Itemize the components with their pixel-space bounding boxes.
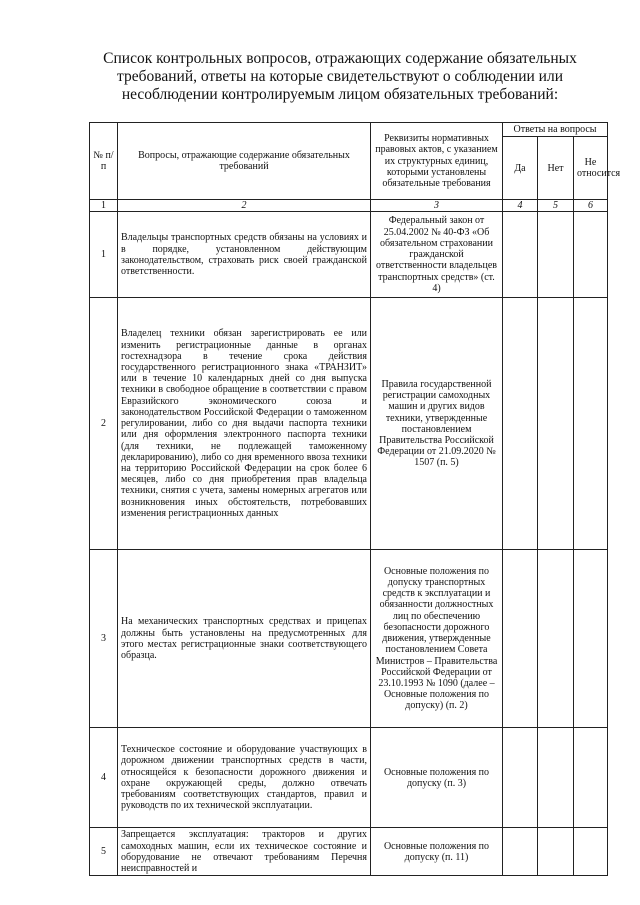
title-line: несоблюдении контролируемым лицом обязательных требований: — [121, 86, 559, 103]
row-question: Владелец техники обязан зарегистрировать ее или изменить регистрационные данные в органах гостехнадзора в течение срока действия государственного регистрационного знака «ТРАНЗИТ» или в течение 10 календарных дней со дня выпуска техники в свободное обращение в соответствии с правом Евразийского экономического союза и законодательством Российской Федерации о таможенном регулировании, либо со дня выдачи паспорта техники или дня оформления электронного паспорта техники (для техники, не подлежащей таможенному декларированию), либо со дня временного ввоза техники на территорию Российской Федерации на срок более 6 месяцев, либо со дня приобретения прав владельца техники, снятия с учета, замены номерных агрегатов или возникновения иных обстоятельств, потребовавших изменения регистрационных данных — [118, 298, 371, 550]
table-row — [90, 828, 608, 876]
header-num: № п/п — [90, 123, 118, 200]
answer-yes-cell[interactable] — [503, 212, 538, 298]
row-num: 4 — [90, 728, 118, 828]
index-cell: 4 — [503, 200, 538, 212]
row-requisites: Правила государственной регистрации самоходных машин и других видов техники, утвержденные постановлением Правительства Российской Федерации от 21.09.2020 № 1507 (п. 5) — [371, 298, 503, 550]
answer-na-cell[interactable] — [574, 212, 608, 298]
header-question: Вопросы, отражающие содержание обязательных требований — [118, 123, 371, 200]
index-row — [90, 200, 608, 212]
header-no: Нет — [538, 137, 574, 200]
header-row — [90, 123, 608, 137]
answer-no-cell[interactable] — [538, 828, 574, 876]
row-num: 1 — [90, 212, 118, 298]
row-requisites: Федеральный закон от 25.04.2002 № 40-ФЗ «Об обязательном страховании гражданской ответственности владельцев транспортных средств» (ст. 4) — [371, 212, 503, 298]
table-row — [90, 728, 608, 828]
answer-no-cell[interactable] — [538, 728, 574, 828]
answer-na-cell[interactable] — [574, 550, 608, 728]
row-requisites: Основные положения по допуску (п. 11) — [371, 828, 503, 876]
header-na: Не относится — [574, 137, 608, 200]
checklist-table — [89, 122, 621, 876]
row-requisites: Основные положения по допуску транспортных средств к эксплуатации и обязанности должностных лиц по обеспечению безопасности дорожного движения, утвержденные постановлением Совета Министров – Правительства Российской Федерации от 23.10.1993 № 1090 (далее – Основные положения по допуску) (п. 2) — [371, 550, 503, 728]
row-requisites: Основные положения по допуску (п. 3) — [371, 728, 503, 828]
document-title — [90, 50, 590, 104]
table-row — [90, 212, 608, 298]
header-requisites: Реквизиты нормативных правовых актов, с указанием их структурных единиц, которыми установлены обязательные требования — [371, 123, 503, 200]
header-answers-group: Ответы на вопросы — [503, 123, 608, 137]
row-question: Техническое состояние и оборудование участвующих в дорожном движении транспортных средств в части, относящейся к безопасности дорожного движения и охране окружающей среды, должно отвечать требованиям соответствующих стандартов, правил и руководств по их технической эксплуатации. — [118, 728, 371, 828]
index-cell: 3 — [371, 200, 503, 212]
row-num: 3 — [90, 550, 118, 728]
answer-no-cell[interactable] — [538, 298, 574, 550]
answer-na-cell[interactable] — [574, 728, 608, 828]
answer-no-cell[interactable] — [538, 212, 574, 298]
answer-yes-cell[interactable] — [503, 828, 538, 876]
index-cell: 2 — [118, 200, 371, 212]
row-num: 5 — [90, 828, 118, 876]
answer-yes-cell[interactable] — [503, 550, 538, 728]
answer-yes-cell[interactable] — [503, 298, 538, 550]
answer-no-cell[interactable] — [538, 550, 574, 728]
title-line: Список контрольных вопросов, отражающих содержание обязательных — [103, 50, 577, 67]
index-cell: 1 — [90, 200, 118, 212]
row-question: На механических транспортных средствах и прицепах должны быть установлены на предусмотренных для этого местах регистрационные знаки соответствующего образца. — [118, 550, 371, 728]
index-cell: 6 — [574, 200, 608, 212]
answer-yes-cell[interactable] — [503, 728, 538, 828]
answer-na-cell[interactable] — [574, 828, 608, 876]
row-question: Запрещается эксплуатация: тракторов и других самоходных машин, если их техническое состояние и оборудование не отвечают требованиям Перечня неисправностей и — [118, 828, 371, 876]
row-num: 2 — [90, 298, 118, 550]
index-cell: 5 — [538, 200, 574, 212]
answer-na-cell[interactable] — [574, 298, 608, 550]
table-row — [90, 550, 608, 728]
row-question: Владельцы транспортных средств обязаны на условиях и в порядке, установленном действующим законодательством, страховать риск своей гражданской ответственности. — [118, 212, 371, 298]
table-row — [90, 298, 608, 550]
header-yes: Да — [503, 137, 538, 200]
title-line: требований, ответы на которые свидетельствуют о соблюдении или — [117, 68, 563, 85]
